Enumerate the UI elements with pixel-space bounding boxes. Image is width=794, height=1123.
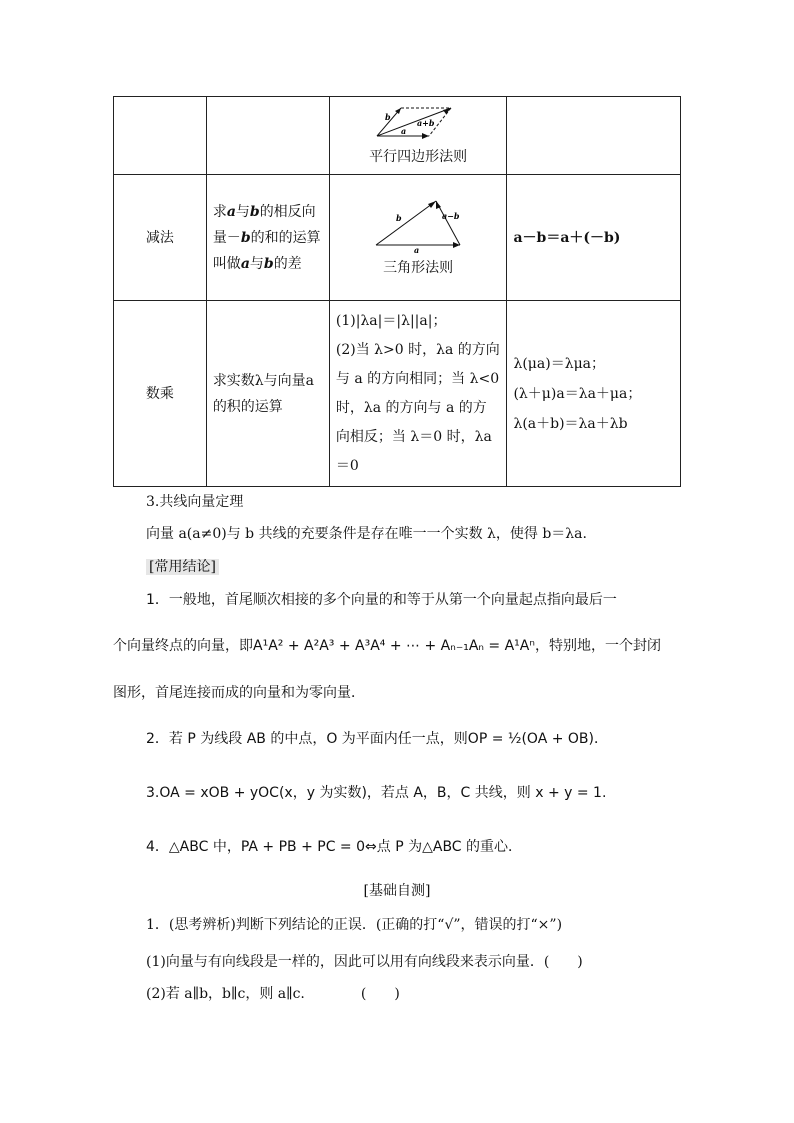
label-a-minus-b: a−b bbox=[442, 210, 460, 221]
subtraction-name: 减法 bbox=[114, 175, 207, 301]
label-a: a bbox=[414, 244, 420, 253]
table-cell bbox=[114, 97, 207, 175]
triangle-diagram bbox=[372, 195, 464, 253]
conclusion-item: 个向量终点的向量，即A¹A² + A²A³ + A³A⁴ + ⋯ + Aₙ₋₁Aₙ = A¹Aⁿ，特别地，一个封闭 bbox=[113, 638, 661, 654]
rule-line: ＝0 bbox=[335, 457, 359, 474]
table-row bbox=[114, 301, 681, 487]
table-row bbox=[114, 97, 681, 175]
question-item: (2)若 a∥b，b∥c，则 a∥c. ( ) bbox=[146, 986, 400, 1002]
parallelogram-caption: 平行四边形法则 bbox=[369, 148, 468, 165]
label-a-plus-b: a+b bbox=[417, 117, 435, 128]
conclusion-item: 4．△ABC 中，PA + PB + PC = 0⇔点 P 为△ABC 的重心． bbox=[146, 839, 523, 855]
table-cell bbox=[507, 97, 681, 175]
rule-line: (1)|λa|＝|λ||a|； bbox=[335, 312, 447, 329]
subtraction-law: a－b＝a＋(－b) bbox=[507, 175, 681, 301]
scalar-multiplication-laws bbox=[507, 301, 681, 487]
law-line: (λ＋μ)a＝λa＋μa； bbox=[513, 385, 642, 402]
scalar-multiplication-rules bbox=[329, 301, 507, 487]
law-line: λ(a＋b)＝λa＋λb bbox=[513, 415, 628, 432]
scalar-multiplication-definition: 求实数λ与向量a的积的运算 bbox=[206, 301, 329, 487]
law-line: λ(μa)＝λμa； bbox=[513, 355, 606, 372]
subtraction-definition: 求a与b的相反向量－b的和的运算叫做a与b的差 bbox=[206, 175, 329, 301]
self-test-title: [基础自测] bbox=[363, 883, 431, 899]
collinear-theorem: 向量 a(a≠0)与 b 共线的充要条件是存在唯一一个实数 λ，使得 b＝λa. bbox=[146, 526, 587, 542]
question-item: (1)向量与有向线段是一样的，因此可以用有向线段来表示向量．( ) bbox=[146, 954, 583, 970]
conclusion-item: 3.OA = xOB + yOC(x，y 为实数)，若点 A，B，C 共线，则 x + y = 1. bbox=[146, 785, 607, 801]
rule-line: 向相反；当 λ＝0 时，λa bbox=[335, 428, 492, 445]
parallelogram-diagram bbox=[373, 102, 463, 142]
conclusions-tag: [常用结论] bbox=[146, 556, 219, 576]
table-row bbox=[114, 175, 681, 301]
conclusion-item: 图形，首尾连接而成的向量和为零向量． bbox=[113, 685, 365, 701]
vector-operations-table bbox=[113, 96, 681, 487]
table-cell bbox=[206, 97, 329, 175]
rule-line: 与 a 的方向相同；当 λ<0 bbox=[335, 370, 500, 387]
scalar-multiplication-name: 数乘 bbox=[114, 301, 207, 487]
rule-line: (2)当 λ>0 时，λa 的方向 bbox=[335, 341, 500, 358]
question: 1．(思考辨析)判断下列结论的正误．(正确的打“√”，错误的打“×”) bbox=[146, 917, 563, 933]
section-title: 3.共线向量定理 bbox=[146, 494, 244, 510]
label-b: b bbox=[385, 111, 391, 122]
conclusion-item: 2．若 P 为线段 AB 的中点，O 为平面内任一点，则OP = ½(OA + OB)． bbox=[146, 731, 608, 747]
table-cell bbox=[329, 175, 507, 301]
conclusion-item: 1．一般地，首尾顺次相接的多个向量的和等于从第一个向量起点指向最后一 bbox=[146, 592, 617, 608]
triangle-caption: 三角形法则 bbox=[383, 259, 454, 276]
label-b: b bbox=[396, 212, 402, 223]
label-a: a bbox=[401, 125, 407, 136]
table-cell bbox=[329, 97, 507, 175]
rule-line: 时，λa 的方向与 a 的方 bbox=[335, 399, 487, 416]
